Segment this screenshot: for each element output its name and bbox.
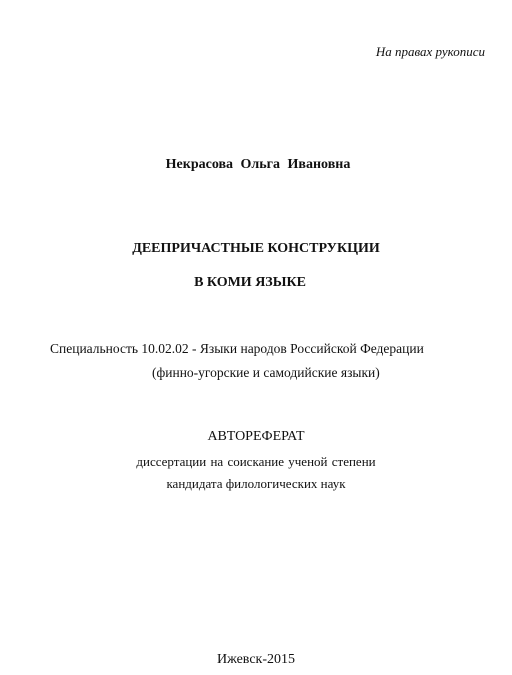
city-year: Ижевск-2015 — [216, 652, 296, 667]
rights-note: На правах рукописи — [375, 44, 485, 59]
author-name: Некрасова Ольга Ивановна — [165, 157, 351, 172]
dissertation-line-2: кандидата филологических наук — [166, 476, 346, 491]
specialty-line-2: (финно-угорские и самодийские языки) — [152, 365, 380, 380]
dissertation-line-1: диссертации на соискание ученой степени — [136, 454, 376, 469]
title-line-2: В КОМИ ЯЗЫКЕ — [194, 275, 306, 290]
abstract-heading: АВТОРЕФЕРАТ — [207, 429, 305, 444]
specialty-line-1: Специальность 10.02.02 - Языки народов Российской Федерации — [50, 341, 424, 356]
title-line-1: ДЕЕПРИЧАСТНЫЕ КОНСТРУКЦИИ — [132, 241, 380, 256]
